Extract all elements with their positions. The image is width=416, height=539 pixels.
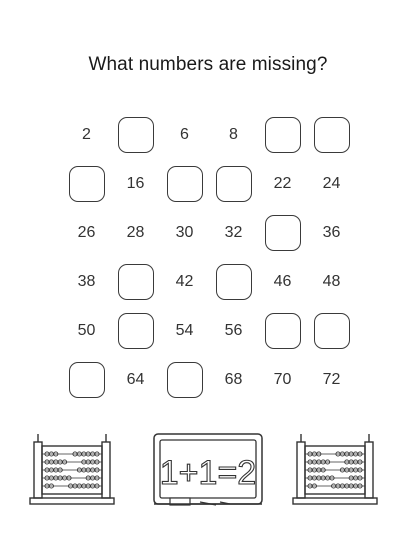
grid-cell [258,306,307,355]
number-label: 16 [126,174,145,192]
missing-number-box[interactable] [69,166,105,202]
missing-number-box[interactable] [167,166,203,202]
grid-cell [111,208,160,257]
grid-cell [258,159,307,208]
grid-cell [209,159,258,208]
grid-cell [62,208,111,257]
number-label: 24 [322,174,341,192]
grid-cell [160,306,209,355]
missing-number-box[interactable] [216,166,252,202]
number-label: 68 [224,370,243,388]
grid-cell [111,355,160,404]
number-label: 26 [77,223,96,241]
grid-cell [111,257,160,306]
abacus-icon [291,432,379,506]
grid-cell [62,355,111,404]
grid-cell [160,110,209,159]
grid-cell [111,110,160,159]
number-label: 42 [175,272,194,290]
blackboard-equation: 1+1=2 [159,454,257,492]
missing-number-box[interactable] [118,264,154,300]
number-label: 36 [322,223,341,241]
number-grid [62,110,356,404]
grid-cell [160,159,209,208]
missing-number-box[interactable] [265,215,301,251]
grid-cell [307,208,356,257]
grid-cell [209,208,258,257]
grid-cell [209,355,258,404]
grid-cell [209,306,258,355]
number-label: 6 [180,125,189,143]
number-label: 54 [175,321,194,339]
grid-cell [62,110,111,159]
number-label: 38 [77,272,96,290]
missing-number-box[interactable] [167,362,203,398]
number-label: 46 [273,272,292,290]
missing-number-box[interactable] [216,264,252,300]
number-label: 64 [126,370,145,388]
missing-number-box[interactable] [314,117,350,153]
grid-cell [62,257,111,306]
grid-cell [62,306,111,355]
grid-cell [307,257,356,306]
abacus-icon [28,432,116,506]
grid-cell [258,355,307,404]
number-label: 8 [229,125,238,143]
number-label: 50 [77,321,96,339]
number-label: 28 [126,223,145,241]
grid-cell [209,110,258,159]
grid-cell [160,257,209,306]
number-label: 56 [224,321,243,339]
number-label: 30 [175,223,194,241]
grid-cell [111,159,160,208]
grid-cell [111,306,160,355]
number-label: 2 [82,125,91,143]
grid-cell [307,110,356,159]
grid-cell [258,208,307,257]
grid-cell [307,306,356,355]
grid-cell [209,257,258,306]
grid-cell [307,159,356,208]
grid-cell [258,257,307,306]
missing-number-box[interactable] [118,117,154,153]
blackboard-icon [152,432,264,508]
grid-cell [307,355,356,404]
number-label: 48 [322,272,341,290]
number-label: 32 [224,223,243,241]
missing-number-box[interactable] [118,313,154,349]
missing-number-box[interactable] [265,313,301,349]
missing-number-box[interactable] [314,313,350,349]
number-label: 72 [322,370,341,388]
number-label: 22 [273,174,292,192]
number-label: 70 [273,370,292,388]
grid-cell [258,110,307,159]
grid-cell [62,159,111,208]
missing-number-box[interactable] [69,362,105,398]
missing-number-box[interactable] [265,117,301,153]
grid-cell [160,355,209,404]
grid-cell [160,208,209,257]
worksheet-title: What numbers are missing? [88,54,328,75]
